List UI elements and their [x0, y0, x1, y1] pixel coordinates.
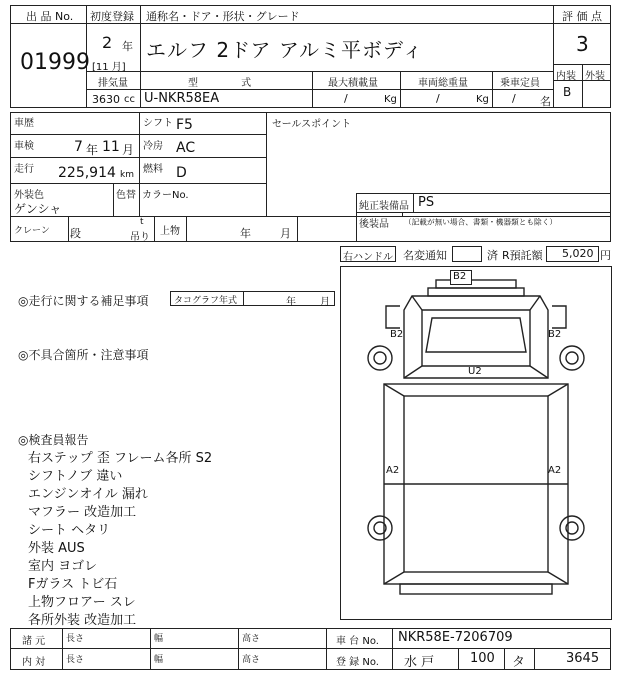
shift-value: F5: [176, 117, 193, 133]
model-value: U-NKR58EA: [144, 91, 220, 106]
max-load-label: 最大積載量: [328, 78, 378, 89]
inspector-report-label: ◎検査員報告: [18, 433, 89, 447]
chassis-number: NKR58E-7206709: [398, 630, 513, 645]
inspector-item: 右ステップ 歪 フレーム各所 S2: [28, 451, 213, 466]
inspection-label: 車検: [14, 141, 34, 152]
history-label: 車歴: [14, 118, 34, 129]
height-label: 高さ: [242, 634, 261, 644]
inspector-item: 室内 ヨゴレ: [28, 559, 98, 574]
grade-label: 評 価 点: [562, 10, 602, 23]
upper-month-unit: 月: [280, 227, 291, 240]
inspector-item: シート ヘタリ: [28, 523, 111, 538]
damage-mark-front-left: B2: [390, 329, 404, 340]
upper-year-unit: 年: [240, 227, 251, 240]
inspector-item: 外装 AUS: [28, 541, 85, 556]
inspector-item: マフラー 改造加工: [28, 505, 137, 520]
first-reg-month: [11 月]: [92, 62, 126, 73]
registration-number: 3645: [566, 651, 600, 666]
gross-weight-unit: Kg: [476, 94, 489, 105]
exterior-label: 外装: [585, 71, 605, 82]
genuine-label: 純正装備品: [359, 201, 409, 212]
front-bumper: [428, 288, 524, 296]
aftermarket-note: （記載が無い場合、書類・機器類とも除く）: [404, 218, 558, 228]
shift-label: シフト: [143, 118, 173, 129]
name-change-box: [452, 246, 482, 262]
color-change-label: 色替: [116, 190, 136, 201]
spec-label: 諸 元: [22, 636, 46, 647]
wheel-front-right: [560, 346, 584, 370]
recycle-unit: 円: [600, 249, 611, 262]
inspector-item: 上物フロアー スレ: [28, 595, 136, 610]
registration-kana: タ: [512, 655, 526, 670]
capacity-label: 乗車定員: [500, 78, 540, 89]
recycle-status: 済: [487, 249, 498, 262]
truck-diagram: [340, 266, 612, 620]
model-label: 型 式: [188, 78, 252, 89]
color-label: 外装色: [14, 190, 44, 201]
tacho-year-unit: 年: [286, 297, 296, 308]
inspector-item: シフトノブ 違い: [28, 469, 123, 484]
registration-class: 100: [470, 651, 495, 666]
gross-weight-value: /: [436, 92, 440, 105]
gross-weight-label: 車両総重量: [418, 78, 468, 89]
crane-tons-unit: t: [140, 217, 144, 227]
wheel-rear-left: [368, 516, 392, 540]
inspector-item: エンジンオイル 漏れ: [28, 487, 148, 502]
fuel-label: 燃料: [143, 164, 163, 175]
inspection-year-unit: 年: [86, 143, 99, 157]
steering-value: 右ハンドル: [343, 252, 393, 263]
wheel-rear-right: [560, 516, 584, 540]
max-load-unit: Kg: [384, 94, 397, 105]
upper-label: 上物: [160, 226, 180, 237]
sales-point-label: セールスポイント: [272, 119, 352, 130]
tacho-month-unit: 月: [320, 297, 330, 308]
grade-value: 3: [576, 32, 589, 56]
lot-number: 01999: [20, 50, 90, 75]
first-reg-year: 2: [102, 33, 113, 52]
color-no-label: カラーNo.: [142, 190, 189, 201]
ac-label: 冷房: [143, 141, 163, 152]
crane-hang-label: 吊り: [130, 232, 150, 243]
damage-mark-top: B2: [453, 271, 467, 282]
width-label-interior: 幅: [154, 655, 164, 665]
interior-dim-label: 内 対: [22, 657, 46, 668]
lot-label: 出 品 No.: [26, 10, 74, 23]
inspector-item: Fガラス トビ石: [28, 577, 118, 592]
registration-label: 登 録 No.: [336, 657, 379, 668]
mileage-value: 225,914: [58, 165, 116, 181]
wheel-front-left: [368, 346, 392, 370]
vehicle-name: エルフ 2ドア アルミ平ボディ: [146, 38, 424, 62]
capacity-value: /: [512, 92, 516, 105]
name-change-label: 名変通知: [403, 249, 447, 262]
interior-grade: B: [563, 85, 572, 99]
windshield: [426, 318, 526, 352]
inspection-year: 7: [74, 139, 83, 155]
registration-region: 水 戸: [404, 655, 435, 670]
recycle-amount: 5,020: [562, 247, 594, 260]
displacement-unit: cc: [124, 94, 135, 105]
damage-mark-bed-left: A2: [386, 465, 400, 476]
crane-label: クレーン: [14, 226, 50, 236]
recycle-label: R預託額: [502, 249, 543, 262]
damage-mark-bed-right: A2: [548, 465, 562, 476]
first-reg-label: 初度登録: [90, 10, 134, 23]
mileage-label: 走行: [14, 164, 34, 175]
year-unit: 年: [122, 40, 133, 53]
displacement-label: 排気量: [98, 78, 128, 89]
genuine-value: PS: [418, 195, 435, 210]
defects-label: ◎不具合箇所・注意事項: [18, 348, 149, 362]
width-label: 幅: [154, 634, 164, 644]
tacho-label: タコグラフ年式: [174, 296, 238, 306]
damage-mark-front-right: B2: [548, 329, 562, 340]
color-value: ゲンシャ: [14, 202, 62, 216]
chassis-label: 車 台 No.: [336, 636, 379, 647]
crane-stage-unit: 段: [70, 227, 81, 240]
name-label: 通称名・ドア・形状・グレード: [146, 10, 300, 23]
ac-value: AC: [176, 140, 196, 156]
max-load-value: /: [344, 92, 348, 105]
inspector-item: 各所外装 改造加工: [28, 613, 137, 628]
length-label-interior: 長さ: [66, 655, 85, 665]
fuel-value: D: [176, 165, 187, 181]
driving-notes-label: ◎走行に関する補足事項: [18, 294, 149, 308]
damage-mark-cab: U2: [468, 366, 482, 377]
inspection-month-unit: 月: [122, 143, 135, 157]
aftermarket-label: 後装品: [359, 219, 389, 230]
length-label: 長さ: [66, 634, 85, 644]
displacement-value: 3630: [92, 93, 120, 106]
capacity-unit: 名: [540, 95, 551, 108]
interior-label: 内装: [556, 71, 576, 82]
mileage-unit: km: [120, 170, 134, 180]
inspection-month: 11: [102, 139, 120, 155]
height-label-interior: 高さ: [242, 655, 261, 665]
